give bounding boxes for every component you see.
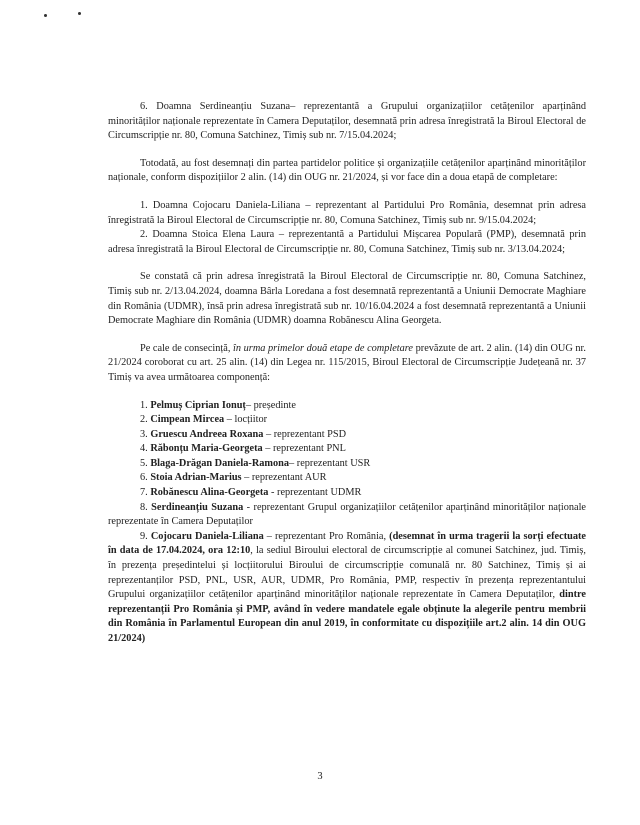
member-item: 1. Pelmuș Ciprian Ionuț– președinte	[140, 399, 296, 411]
member-item: 5. Blaga-Drăgan Daniela-Ramona– reprezentant USR	[140, 457, 371, 469]
member-role: – reprezentant USR	[289, 457, 371, 469]
page-number: 3	[317, 771, 323, 782]
paragraph-item-6: 6. Doamna Serdineanțiu Suzana– reprezentantă a Grupului organizațiilor cetățenilor aparținând minorităților naționale reprezentate în Camera Deputaților, desemnată prin adresa înregistrată la Biroul Electoral de Circumscripție nr. 80, Comuna Satchinez, Timiș sub nr. 7/15.04.2024;	[108, 101, 586, 142]
member-item: 6. Stoia Adrian-Marius – reprezentant AUR	[140, 472, 327, 484]
draw-justification: dintre reprezentanții Pro România și PMP, având în vedere mandatele egale obținute la alegerile pentru membrii din România în Parlamentul European din anul 2019, în conformitate cu dispozițiile art.2 alin. 14 din OUG 21/2024)	[108, 589, 586, 644]
member-item: 3. Gruescu Andreea Roxana – reprezentant PSD	[140, 428, 347, 440]
member-item: 7. Robănescu Alina-Georgeta - reprezentant UDMR	[140, 487, 362, 499]
paragraph-consecinta	[108, 342, 586, 386]
member-role: – reprezentant AUR	[241, 472, 327, 484]
consecinta-text: Pe cale de consecință,	[140, 342, 234, 354]
member-role: – președinte	[245, 399, 296, 411]
scan-speck	[78, 12, 81, 15]
document-body	[108, 100, 586, 647]
paragraph-constata: Se constată că prin adresa înregistrată la Biroul Electoral de Circumscripție nr. 80, Comuna Satchinez, Timiș sub nr. 2/13.04.2024, doamna Bârla Loredana a fost desemnată reprezentantă a Uniunii Democrate Maghiare din România (UDMR), însă prin adresa înregistrată sub nr. 10/16.04.2024 a fost desemnată reprezentantă a Uniunii Democrate Maghiare din România (UDMR) doamna Robănescu Alina Georgeta.	[108, 271, 586, 327]
member-role: - reprezentant UDMR	[268, 487, 362, 499]
member-item-9: 9. Cojocaru Daniela-Liliana – reprezentant Pro România, (desemnat în urma tragerii la sorți efectuate în data de 17.04.2024, ora 12:10, la sediul Biroului electoral de circumscripție al comunei Satchinez, jud. Timiș, în prezența președintelui și locțiitorului Biroului de circumscripție comunală nr. 80 Satchinez, Timiș și ai reprezentanților PSD, PNL, USR, AUR, UDMR, Pro România, PMP, respectiv în prezența reprezentantului Grupului organizațiilor cetățenilor aparținând minorităților naționale reprezentate în Camera Deputaților, dintre reprezentanții Pro România și PMP, având în vedere mandatele egale obținute la alegerile pentru membrii din România în Parlamentul European din anul 2019, în conformitate cu dispozițiile art.2 alin. 14 din OUG 21/2024)	[108, 530, 587, 644]
member-name: Răbonțu Maria-Georgeta	[150, 443, 263, 455]
paragraph-totodata: Totodată, au fost desemnați din partea partidelor politice și organizațiile cetățenilor aparținând minorităților naționale, conform dispozițiilor 2 alin. (14) din OUG nr. 21/2024, și vor face din a doua etapă de completare:	[108, 157, 586, 184]
member-name: Robănescu Alina-Georgeta	[150, 487, 269, 499]
member-role: – locțiitor	[224, 414, 268, 426]
member-item: 2. Cimpean Mircea – locțiitor	[140, 414, 268, 426]
member-name: Stoia Adrian-Marius	[150, 472, 242, 484]
member-name: Pelmuș Ciprian Ionuț	[150, 399, 246, 411]
member-item: 8. Serdineanțiu Suzana - reprezentant Grupul organizațiilor cetățenilor aparținând minorităților naționale reprezentate în Camera Deputaților	[108, 501, 587, 528]
member-name: Gruescu Andreea Roxana	[150, 428, 264, 440]
member-role: – reprezentant PSD	[263, 428, 347, 440]
draw-details: , la sediul Biroului electoral de circumscripție al comunei Satchinez, jud. Timiș, în prezența președintelui și locțiitorului Biroului de circumscripție comunală nr. 80 Satchinez, Timiș și ai reprezentanților PSD, PNL, USR, AUR, UDMR, Pro România, PMP, respectiv în prezența reprezentantului Grupului organizațiilor cetățenilor aparținând minorităților naționale reprezentate în Camera Deputaților,	[108, 545, 586, 601]
scan-speck	[44, 14, 47, 17]
designation-1: 1. Doamna Cojocaru Daniela-Liliana – reprezentant al Partidului Pro România, desemnat prin adresa înregistrată la Biroul Electoral de Circumscripție nr. 80, Comuna Satchinez, Timiș sub nr. 9/15.04.2024;	[108, 199, 586, 226]
member-role: – reprezentant Pro România,	[263, 530, 390, 542]
member-name: Cojocaru Daniela-Liliana	[150, 530, 264, 542]
committee-members	[108, 399, 586, 647]
consecinta-italic: în urma primelor două etape de completare	[233, 342, 414, 354]
member-name: Blaga-Drăgan Daniela-Ramona	[150, 457, 290, 469]
member-role: – reprezentant PNL	[262, 443, 346, 455]
member-role: - reprezentant Grupul organizațiilor cetățenilor aparținând minorităților naționale reprezentate în Camera Deputaților	[108, 501, 587, 528]
draw-note: (desemnat în urma tragerii la sorți efectuate în data de 17.04.2024, ora 12:10	[108, 530, 587, 557]
member-name: Cimpean Mircea	[150, 414, 225, 426]
designation-2: 2. Doamna Stoica Elena Laura – reprezentantă a Partidului Mișcarea Populară (PMP), desemnată prin adresa înregistrată la Biroul Electoral de Circumscripție nr. 80, Comuna Satchinez, Timiș sub nr. 3/13.04.2024;	[108, 229, 586, 255]
member-name: Serdineanțiu Suzana	[151, 501, 244, 513]
consecinta-text-end: prevăzute de art. 2 alin. (14) din OUG nr. 21/2024 coroborat cu art. 25 alin. (14) din Legea nr. 115/2015, Biroul Electoral de Circumscripție Județeană nr. 37 Timiș va avea următoarea componență:	[108, 342, 586, 383]
member-item: 4. Răbonțu Maria-Georgeta – reprezentant PNL	[140, 443, 346, 455]
